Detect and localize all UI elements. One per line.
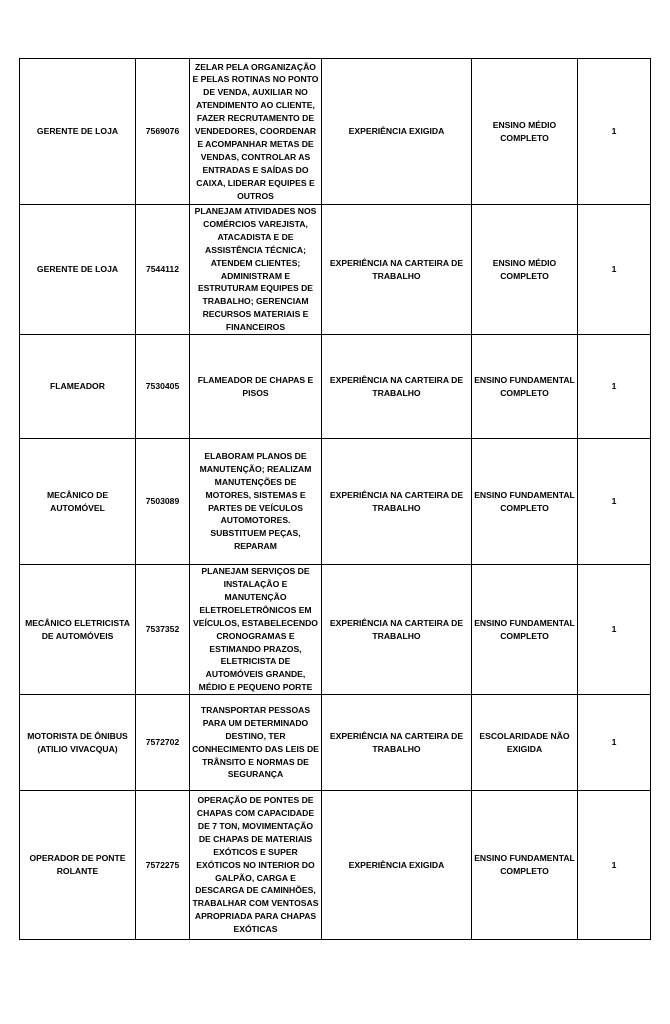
table-row bbox=[20, 695, 651, 791]
job-title-cell: OPERADOR DE PONTE ROLANTE bbox=[20, 791, 136, 940]
experience-cell: EXPERIÊNCIA NA CARTEIRA DE TRABALHO bbox=[322, 695, 472, 791]
job-description-cell: TRANSPORTAR PESSOAS PARA UM DETERMINADO DESTINO, TER CONHECIMENTO DAS LEIS DE TRÂNSITO E NORMAS DE SEGURANÇA bbox=[190, 695, 322, 791]
job-description-cell: FLAMEADOR DE CHAPAS E PISOS bbox=[190, 335, 322, 439]
education-cell: ENSINO FUNDAMENTAL COMPLETO bbox=[472, 565, 578, 695]
vacancies-cell: 1 bbox=[578, 59, 651, 205]
job-code-cell: 7537352 bbox=[136, 565, 190, 695]
job-description-cell: OPERAÇÃO DE PONTES DE CHAPAS COM CAPACIDADE DE 7 TON, MOVIMENTAÇÃO DE CHAPAS DE MATERIAIS EXÓTICOS E SUPER EXÓTICOS NO INTERIOR DO GALPÃO, CARGA E DESCARGA DE CAMINHÕES, TRABALHAR COM VENTOSAS APROPRIADA PARA CHAPAS EXÓTICAS bbox=[190, 791, 322, 940]
job-description-cell: ELABORAM PLANOS DE MANUTENÇÃO; REALIZAM MANUTENÇÕES DE MOTORES, SISTEMAS E PARTES DE VEÍCULOS AUTOMOTORES. SUBSTITUEM PEÇAS, REPARAM bbox=[190, 439, 322, 565]
education-cell: ENSINO MÉDIO COMPLETO bbox=[472, 59, 578, 205]
experience-cell: EXPERIÊNCIA NA CARTEIRA DE TRABALHO bbox=[322, 335, 472, 439]
education-cell: ENSINO FUNDAMENTAL COMPLETO bbox=[472, 791, 578, 940]
vacancies-cell: 1 bbox=[578, 335, 651, 439]
job-code-cell: 7530405 bbox=[136, 335, 190, 439]
job-code-cell: 7503089 bbox=[136, 439, 190, 565]
job-code-cell: 7544112 bbox=[136, 205, 190, 335]
table-row bbox=[20, 59, 651, 205]
education-cell: ENSINO FUNDAMENTAL COMPLETO bbox=[472, 439, 578, 565]
job-title-cell: MOTORISTA DE ÔNIBUS (ATILIO VIVACQUA) bbox=[20, 695, 136, 791]
experience-cell: EXPERIÊNCIA NA CARTEIRA DE TRABALHO bbox=[322, 439, 472, 565]
experience-cell: EXPERIÊNCIA NA CARTEIRA DE TRABALHO bbox=[322, 565, 472, 695]
job-title-cell: GERENTE DE LOJA bbox=[20, 205, 136, 335]
job-description-cell: PLANEJAM ATIVIDADES NOS COMÉRCIOS VAREJISTA, ATACADISTA E DE ASSISTÊNCIA TÉCNICA; ATENDEM CLIENTES; ADMINISTRAM E ESTRUTURAM EQUIPES DE TRABALHO; GERENCIAM RECURSOS MATERIAIS E FINANCEIROS bbox=[190, 205, 322, 335]
table-row bbox=[20, 439, 651, 565]
job-code-cell: 7572702 bbox=[136, 695, 190, 791]
job-title-cell: MECÂNICO ELETRICISTA DE AUTOMÓVEIS bbox=[20, 565, 136, 695]
experience-cell: EXPERIÊNCIA EXIGIDA bbox=[322, 791, 472, 940]
job-title-cell: GERENTE DE LOJA bbox=[20, 59, 136, 205]
vacancies-cell: 1 bbox=[578, 791, 651, 940]
job-openings-table bbox=[19, 58, 651, 940]
vacancies-cell: 1 bbox=[578, 439, 651, 565]
vacancies-cell: 1 bbox=[578, 565, 651, 695]
vacancies-cell: 1 bbox=[578, 205, 651, 335]
table-row bbox=[20, 335, 651, 439]
education-cell: ENSINO MÉDIO COMPLETO bbox=[472, 205, 578, 335]
job-description-cell: PLANEJAM SERVIÇOS DE INSTALAÇÃO E MANUTENÇÃO ELETROELETRÔNICOS EM VEÍCULOS, ESTABELECENDO CRONOGRAMAS E ESTIMANDO PRAZOS, ELETRICISTA DE AUTOMÓVEIS GRANDE, MÉDIO E PEQUENO PORTE bbox=[190, 565, 322, 695]
education-cell: ENSINO FUNDAMENTAL COMPLETO bbox=[472, 335, 578, 439]
experience-cell: EXPERIÊNCIA EXIGIDA bbox=[322, 59, 472, 205]
table-row bbox=[20, 205, 651, 335]
job-description-cell: ZELAR PELA ORGANIZAÇÃO E PELAS ROTINAS NO PONTO DE VENDA, AUXILIAR NO ATENDIMENTO AO CLIENTE, FAZER RECRUTAMENTO DE VENDEDORES, COORDENAR E ACOMPANHAR METAS DE VENDAS, CONTROLAR AS ENTRADAS E SAÍDAS DO CAIXA, LIDERAR EQUIPES E OUTROS bbox=[190, 59, 322, 205]
table-row bbox=[20, 791, 651, 940]
job-title-cell: MECÂNICO DE AUTOMÓVEL bbox=[20, 439, 136, 565]
job-code-cell: 7572275 bbox=[136, 791, 190, 940]
vacancies-cell: 1 bbox=[578, 695, 651, 791]
education-cell: ESCOLARIDADE NÃO EXIGIDA bbox=[472, 695, 578, 791]
job-title-cell: FLAMEADOR bbox=[20, 335, 136, 439]
job-code-cell: 7569076 bbox=[136, 59, 190, 205]
experience-cell: EXPERIÊNCIA NA CARTEIRA DE TRABALHO bbox=[322, 205, 472, 335]
table-row bbox=[20, 565, 651, 695]
